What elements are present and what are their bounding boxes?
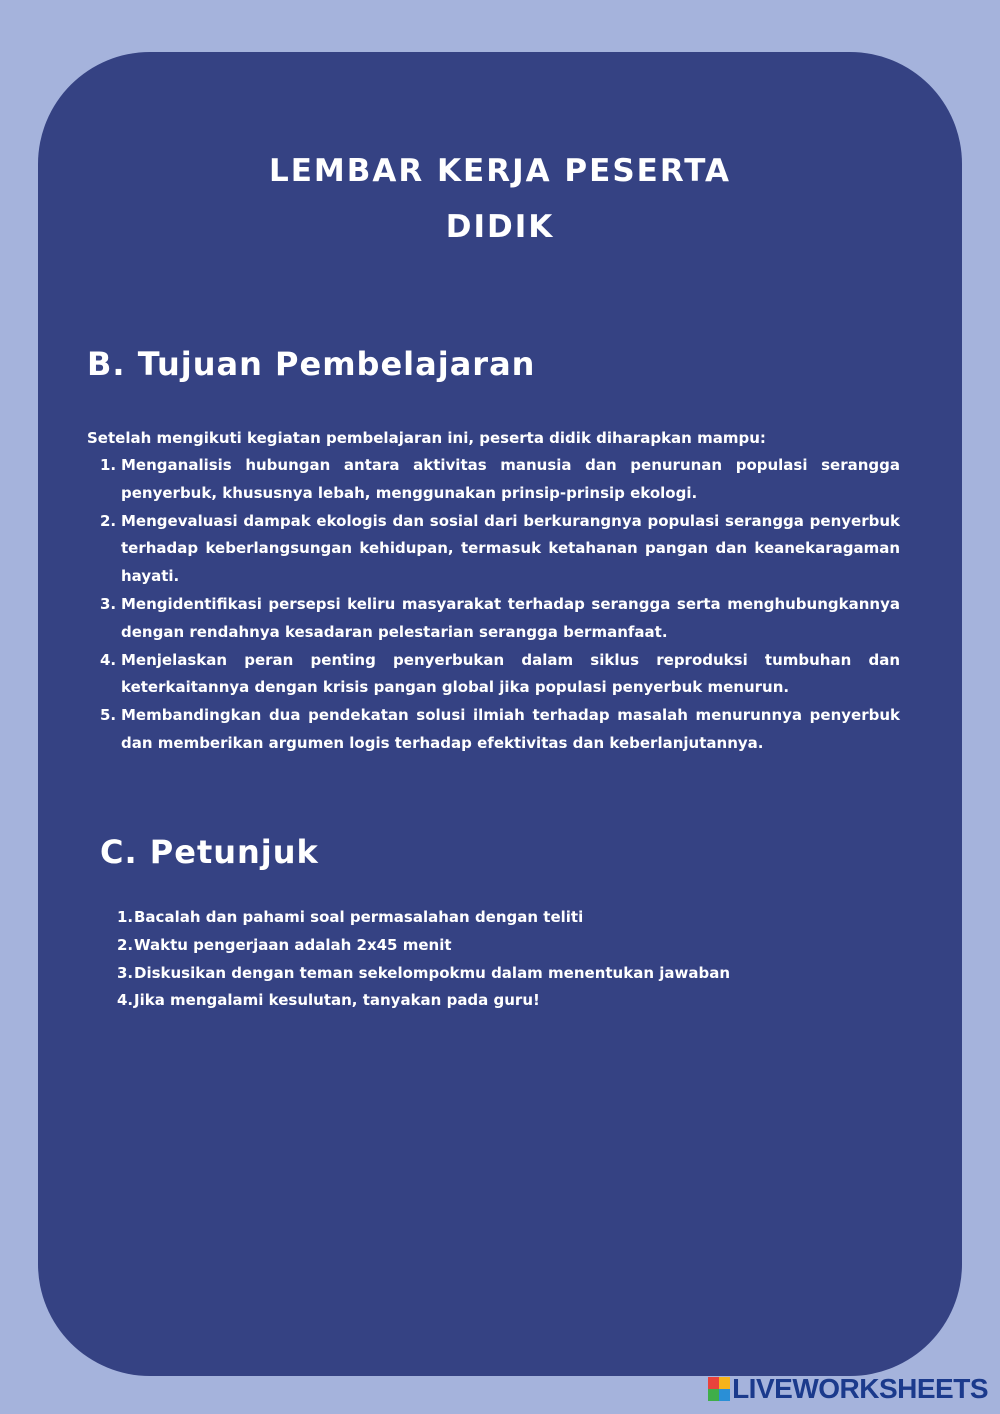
list-item-text: Mengevaluasi dampak ekologis dan sosial dari berkurangnya populasi serangga penyerbuk terhadap keberlangsungan kehidupan, termasuk ketahanan pangan dan keanekaragaman hayati. [121,511,900,586]
list-item [100,508,900,591]
section-b-heading: B. Tujuan Pembelajaran [87,345,536,383]
list-item [117,960,877,988]
list-item [100,647,900,703]
list-item [117,904,877,932]
list-item-text: Mengidentifikasi persepsi keliru masyarakat terhadap serangga serta menghubungkannya dengan rendahnya kesadaran pelestarian serangga bermanfaat. [121,594,900,641]
liveworksheets-logo-icon [708,1377,730,1401]
list-item-number: 2. [117,935,134,954]
list-item-number: 4. [117,991,134,1010]
logo-square-yellow [719,1377,730,1389]
list-item-number: 5. [100,706,117,725]
list-item-number: 1. [100,456,117,474]
list-item-text: Jika mengalami kesulutan, tanyakan pada guru! [134,991,540,1010]
page-title-line-2: DIDIK [445,209,555,245]
list-item-number: 3. [100,594,117,613]
watermark-text: LIVEWORKSHEETS [732,1373,988,1404]
list-item [100,591,900,647]
list-item-text: Waktu pengerjaan adalah 2x45 menit [134,935,452,954]
list-item [100,702,900,758]
learning-goals-list [100,452,900,758]
logo-square-green [708,1389,719,1401]
list-item-number: 4. [100,650,117,669]
liveworksheets-watermark[interactable] [708,1373,988,1405]
list-item-number: 1. [117,908,134,926]
page-title-line-1: LEMBAR KERJA PESERTA [268,153,732,189]
list-item [117,987,877,1015]
list-item-text: Menganalisis hubungan antara aktivitas manusia dan penurunan populasi serangga penyerbuk, khususnya lebah, menggunakan prinsip-prinsip ekologi. [121,456,900,502]
list-item [117,932,877,960]
instructions-list [117,904,877,1015]
section-b-intro: Setelah mengikuti kegiatan pembelajaran ini, peserta didik diharapkan mampu: [87,429,766,447]
list-item-text: Menjelaskan peran penting penyerbukan dalam siklus reproduksi tumbuhan dan keterkaitannya dengan krisis pangan global jika populasi penyerbuk menurun. [121,650,900,697]
list-item-number: 3. [117,963,134,982]
list-item [100,452,900,508]
list-item-text: Bacalah dan pahami soal permasalahan dengan teliti [134,908,584,926]
logo-square-blue [719,1389,730,1401]
section-c-heading: C. Petunjuk [100,833,319,871]
page-title [0,143,1000,255]
list-item-text: Diskusikan dengan teman sekelompokmu dalam menentukan jawaban [134,963,731,982]
list-item-text: Membandingkan dua pendekatan solusi ilmiah terhadap masalah menurunnya penyerbuk dan memberikan argumen logis terhadap efektivitas dan keberlanjutannya. [121,706,900,752]
logo-square-red [708,1377,719,1389]
list-item-number: 2. [100,511,117,530]
